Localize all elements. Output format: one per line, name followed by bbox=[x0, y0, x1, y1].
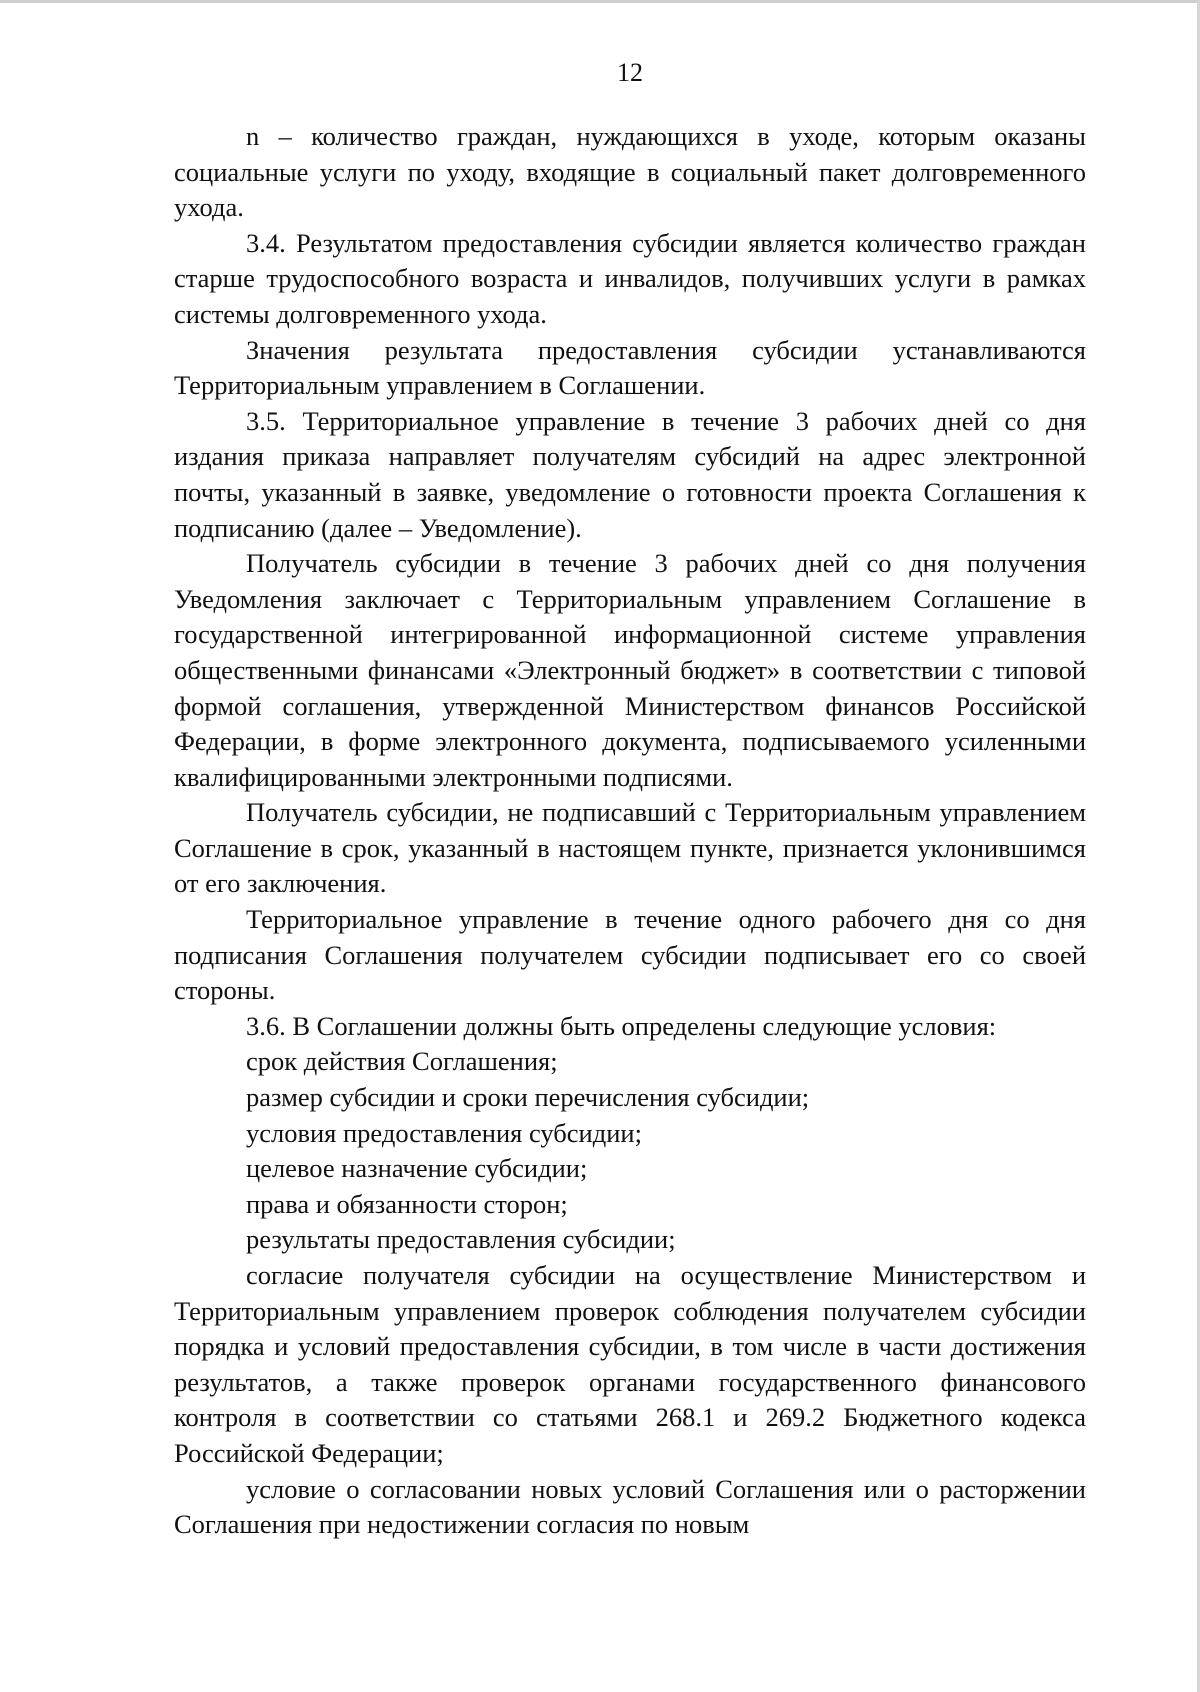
list-item-results: результаты предоставления субсидии; bbox=[246, 1224, 676, 1255]
list-item-rights: права и обязанности сторон; bbox=[246, 1188, 568, 1219]
list-item-purpose: целевое назначение субсидии; bbox=[246, 1153, 588, 1184]
paragraph-3-5: 3.5. Территориальное управление в течение 3 рабочих дней со дня издания приказа направляет получателям субсидий на адрес электронной почты, указанный в заявке, уведомление о готовности проекта Соглашения к подписанию (далее – Уведомление). bbox=[174, 405, 1086, 543]
list-item-term: срок действия Соглашения; bbox=[246, 1046, 558, 1077]
list-item-new-conditions: условие о согласовании новых условий Соглашения или о расторжении Соглашения при недостижении согласия по новым bbox=[174, 1473, 1086, 1540]
list-item-audit-consent: согласие получателя субсидии на осуществление Министерством и Территориальным управлением проверок соблюдения получателем субсидии порядка и условий предоставления субсидии, в том числе в части достижения результатов, а также проверок органами государственного финансового контроля в соответствии со статьями 268.1 и 269.2 Бюджетного кодекса Российской Федерации; bbox=[174, 1260, 1086, 1468]
scan-top-edge bbox=[0, 0, 1200, 3]
page-number: 12 bbox=[617, 58, 643, 87]
paragraph-counter-signing: Территориальное управление в течение одного рабочего дня со дня подписания Соглашения получателем субсидии подписывает его со своей стороны. bbox=[174, 904, 1086, 1006]
paragraph-3-6: 3.6. В Соглашении должны быть определены следующие условия: bbox=[246, 1010, 997, 1041]
paragraph-agreement-signing: Получатель субсидии в течение 3 рабочих дней со дня получения Уведомления заключает с Территориальным управлением Соглашение в государственной интегрированной информационной системе управления общественными финансами «Электронный бюджет» в соответствии с типовой формой соглашения, утвержденной Министерством финансов Российской Федерации, в форме электронного документа, подписываемого усиленными квалифицированными электронными подписями. bbox=[174, 548, 1086, 792]
paragraph-formula-definition: n – количество граждан, нуждающихся в уходе, которым оказаны социальные услуги по уходу, входящие в социальный пакет долговременного ухода. bbox=[174, 121, 1086, 223]
document-body bbox=[174, 119, 1086, 1543]
paragraph-evasion: Получатель субсидии, не подписавший с Территориальным управлением Соглашение в срок, указанный в настоящем пункте, признается уклонившимся от его заключения. bbox=[174, 797, 1086, 899]
list-item-conditions: условия предоставления субсидии; bbox=[246, 1117, 642, 1148]
list-item-amount: размер субсидии и сроки перечисления субсидии; bbox=[246, 1082, 810, 1113]
paragraph-3-4: 3.4. Результатом предоставления субсидии является количество граждан старше трудоспособного возраста и инвалидов, получивших услуги в рамках системы долговременного ухода. bbox=[174, 227, 1086, 329]
paragraph-result-values: Значения результата предоставления субсидии устанавливаются Территориальным управлением в Соглашении. bbox=[174, 334, 1086, 401]
